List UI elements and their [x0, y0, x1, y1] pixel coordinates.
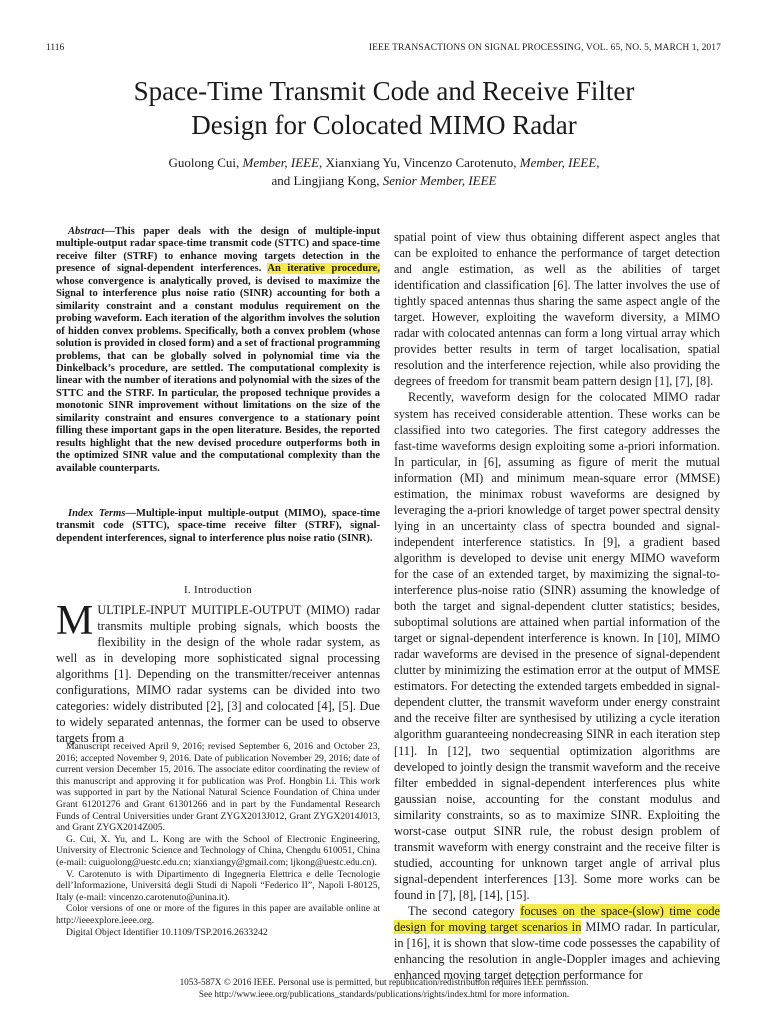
right-paragraph-3-before: The second category	[408, 903, 521, 918]
right-paragraph-3	[394, 903, 720, 983]
right-paragraph-2: Recently, waveform design for the colocated MIMO radar system has received considerable attention. These works can be classified into two categories. The first category addresses the fast-time waveforms design exploiting some a-priori information. In particular, in [6], assuming as figure of merit the mutual information (MI) and minimum mean-square error (MMSE) estimation, the minimax robust waveforms are designed by leveraging the a-priori knowledge of target power spectral density lying in an uncertainty class of spectra bounded and signal-independent interference statistics. In [9], a gradient based algorithm is developed to devise unit energy MIMO waveform for the case of an extended target, by maximizing the signal-to-interference plus-noise ratio (SINR) assuming the knowledge of both the target and signal-dependent clutter statistics; besides, suboptimal solutions are attained when partial information of the target or signal-dependent interference is known. In [10], MIMO radar waveforms are devised in the presence of signal-dependent clutter by minimizing the estimation error at the output of MMSE estimators. For detecting the extended targets embedded in signal-dependent clutter, the transmit waveform under energy constraint and the receive filter are synthesised by utilizing a cycle iteration algorithm guaranteeing nondecreasing SINR in each iteration step [11]. In [12], two sequential optimization algorithms are developed to jointly design the transmit waveform and the receive filter embedded in signal-dependent interferences plus white gaussian noise, accounting for the constant modulus and similarity constraints, so as to maximize SINR. Exploiting the worst-case output SINR rule, the robust design problem of transmit waveform with energy constraint and the receive filter is studied, accounting for unknown target angle of arrival plus signal-dependent interferences [13]. Some more works can be found in [7], [8], [14], [15].	[394, 390, 720, 902]
author-name: , Xianxiang Yu, Vincenzo Carotenuto,	[319, 155, 517, 170]
abstract-label: Abstract	[68, 226, 105, 237]
journal-header: IEEE TRANSACTIONS ON SIGNAL PROCESSING, VOL. 65, NO. 5, MARCH 1, 2017	[368, 43, 721, 53]
abstract	[56, 226, 380, 475]
footnote-affiliation-2: V. Carotenuto is with Dipartimento di Ingegneria Elettrica e delle Tecnologie dell’Informazione, Universitá degli Studi di Napoli “Federico II”, Napoli I-80125, Italy (e-mail: vincenzo.carotenuto@unina.it).	[56, 868, 380, 903]
footnotes	[56, 741, 380, 938]
footer-line-1: 1053-587X © 2016 IEEE. Personal use is permitted, but republication/redistribution requires IEEE permission.	[179, 977, 589, 987]
index-terms-text	[56, 508, 380, 545]
author-role: Member, IEEE	[519, 155, 597, 170]
page-number: 1116	[46, 43, 65, 53]
index-terms-label: Index Terms	[68, 508, 126, 519]
abstract-text	[56, 226, 380, 475]
introduction-paragraph: ULTIPLE-INPUT MUITIPLE-OUTPUT (MIMO) radar transmits multiple probing signals, which boosts the flexibility in the design of the whole radar system, as well as in developing more sophisticated signal processing algorithms [1]. Depending on the transmitter/receiver antennas configurations, MIMO radar systems can be divided into two categories: widely distributed [2], [3] and colocated [4], [5]. Due to widely separated antennas, the former can be used to observe targets from a	[56, 603, 380, 746]
right-column	[394, 229, 720, 983]
footnote-affiliation-1: G. Cui, X. Yu, and L. Kong are with the School of Electronic Engineering, University of Electronic Science and Technology of China, Chengdu 610051, China (e-mail: cuiguolong@uestc.edu.cn; xianxiangy@gmail.com; ljkong@uestc.edu.cn).	[56, 833, 380, 868]
author-role: Senior Member, IEEE	[382, 173, 497, 188]
footnote-doi: Digital Object Identifier 10.1109/TSP.2016.2633242	[66, 926, 268, 938]
index-terms-body: —Multiple-input multiple-output (MIMO), space-time transmit code (STTC), space-time receive filter (STRF), signal-dependent interferences, signal to interference plus noise ratio (SINR).	[56, 508, 381, 544]
author-name: Guolong Cui,	[168, 155, 240, 170]
right-paragraph-3-highlight: focuses on the space-(slow) time code design for moving target scenarios in	[394, 903, 720, 935]
footer-line-2: See http://www.ieee.org/publications_standards/publications/rights/index.html for more information.	[198, 989, 570, 999]
title-line-2: Design for Colocated MIMO Radar	[191, 110, 577, 140]
footnote-manuscript: Manuscript received April 9, 2016; revised September 6, 2016 and October 23, 2016; accepted November 9, 2016. Date of publication November 29, 2016; date of current version December 15, 2016. The associate editor coordinating the review of this manuscript and approving it for publication was Prof. Hongbin Li. This work was supported in part by the National Natural Science Foundation of China under Grant 61201276 and Grant 61301266 and in part by the Fundamental Research Funds of Central Universities under Grant ZYGX2013J012, Grant ZYGX2014J013, and Grant ZYGX2014Z005.	[56, 741, 380, 834]
author-line-1	[40, 154, 728, 172]
title-line-1: Space-Time Transmit Code and Receive Filter	[133, 76, 635, 106]
author-name: and Lingjiang Kong,	[271, 173, 380, 188]
paper-title	[40, 74, 728, 142]
author-list	[40, 154, 728, 190]
right-paragraph-1: spatial point of view thus obtaining different aspect angles that can be exploited to enhance the performance of target detection and angle estimation, as well as the abilities of target identification and classification [6]. The latter involves the use of tightly spaced antennas thus sharing the same aspect angle of the target. However, exploiting the waveform diversity, a MIMO radar with colocated antennas can form a long virtual array which provides better results in term of target localisation, spatial resolution and the interference rejection, while also providing the degrees of freedom for transmit beam pattern design [1], [7], [8].	[394, 230, 720, 389]
section-heading: I. Introduction	[183, 584, 253, 596]
author-line-2	[40, 172, 728, 190]
copyright-footer	[60, 976, 708, 1000]
abstract-text-after: whose convergence is analytically proved, is devised to maximize the Signal to interference plus noise ratio (SINR) accounting for both a similarity constraint and a constant modulus requirement on the probing waveform. Each iteration of the algorithm involves the solution of hidden convex problems. Specifically, both a convex problem (whose solution is provided in closed form) and a set of fractional programming problems, that can be globally solved in polynomial time via the Dinkelback’s procedure, are settled. The computational complexity is linear with the number of iterations and polynomial with the sizes of the STTC and the STRF. In particular, the proposed technique provides a monotonic SINR improvement without limitations on the size of the similarity constraint and ensures convergence to a stationary point filling these important gaps in the open literature. Besides, the reported results highlight that the new devised procedure outperforms both in the optimized SINR value and the computational complexity than the available counterparts.	[56, 275, 380, 474]
right-paragraph-3-after: MIMO radar. In particular, in [16], it is shown that slow-time code possesses the capability of enhancing the resolution in angle-Doppler images and achieving enhanced moving target detection performance for	[394, 920, 720, 983]
introduction-text	[56, 598, 380, 746]
abstract-text-before: —This paper deals with the design of multiple-input multiple-output radar space-time transmit code (STTC) and space-time receive filter (STRF) to enhance moving targets detection in the presence of signal-dependent interferences.	[56, 226, 380, 275]
index-terms	[56, 508, 380, 545]
drop-cap: M	[56, 598, 94, 644]
author-separator: ,	[596, 155, 600, 170]
footnote-color-versions: Color versions of one or more of the figures in this paper are available online at http://ieeexplore.ieee.org.	[56, 903, 380, 926]
abstract-highlight: An iterative procedure,	[267, 263, 380, 275]
author-role: Member, IEEE	[242, 155, 320, 170]
